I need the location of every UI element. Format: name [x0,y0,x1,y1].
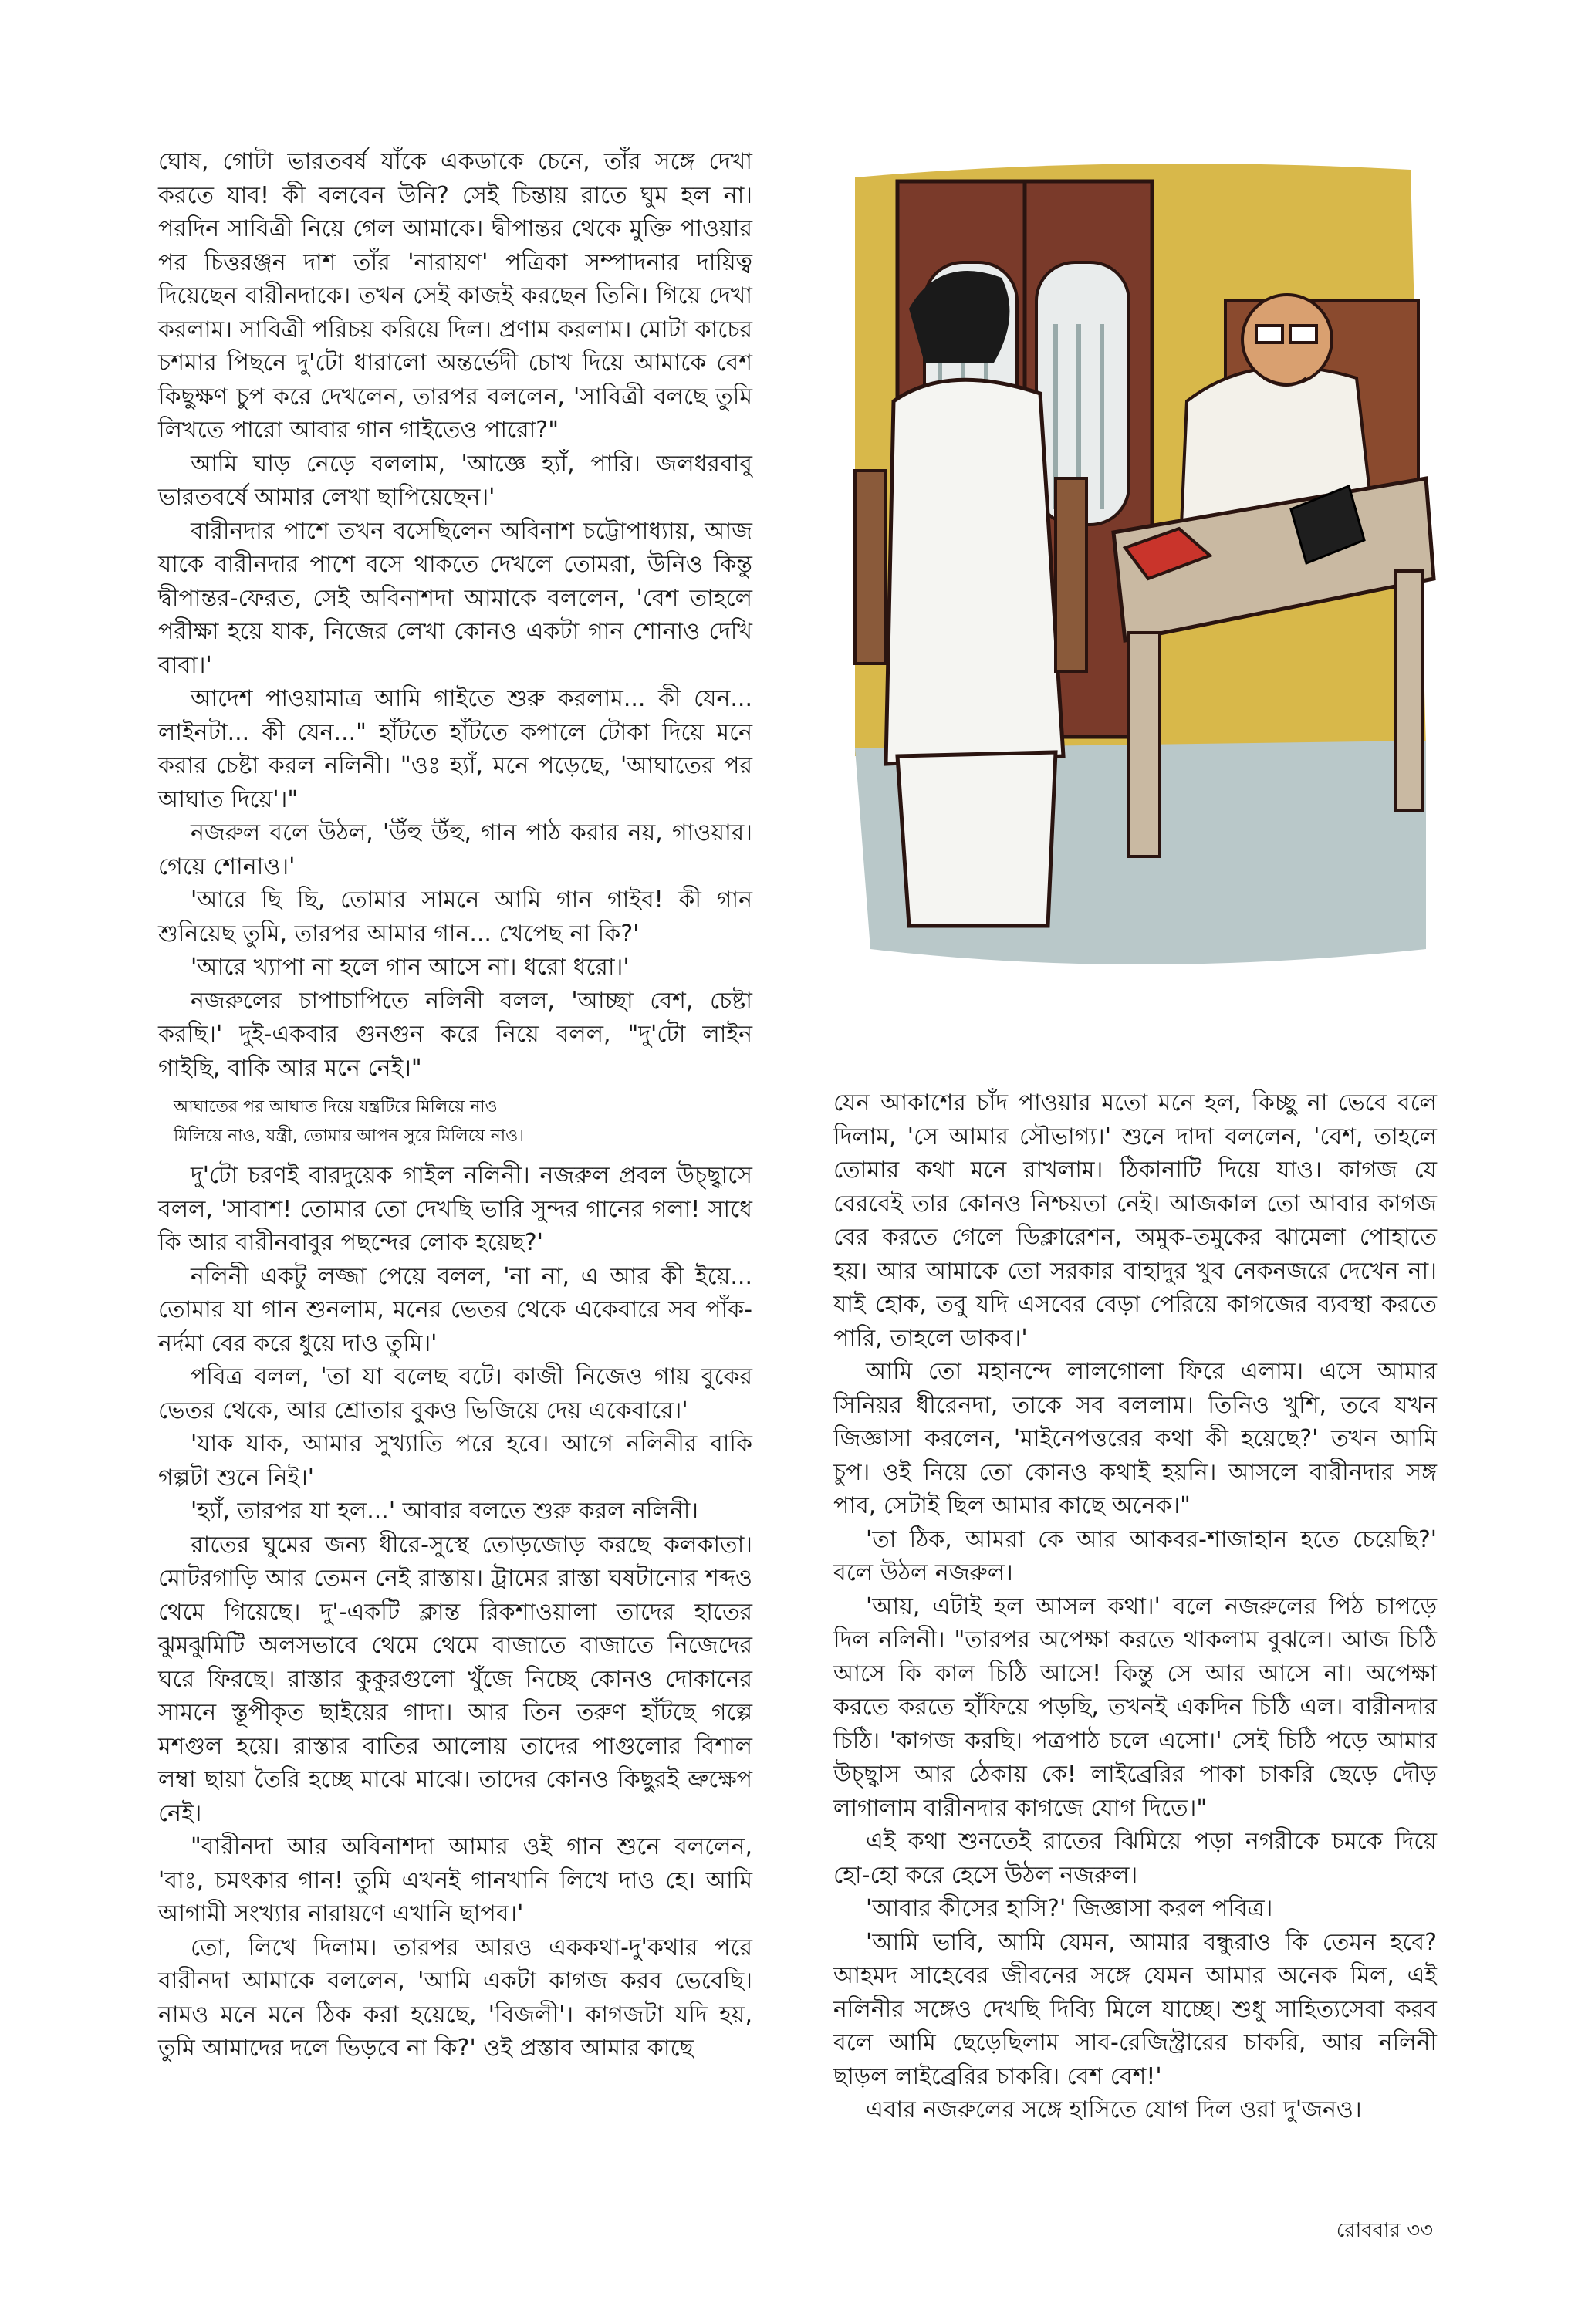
paragraph: নলিনী একটু লজ্জা পেয়ে বলল, 'না না, এ আর কী ইয়ে... তোমার যা গান শুনলাম, মনের ভেতর থেকে একেবারে সব পাঁক-নর্দমা বের করে ধুয়ে দাও তুমি।' [158,1262,752,1357]
paragraph: নজরুলের চাপাচাপিতে নলিনী বলল, 'আচ্ছা বেশ, চেষ্টা করছি।' দুই-একবার গুনগুন করে নিয়ে বলল, "দু'টো লাইন গাইছি, বাকি আর মনে নেই।" [158,987,752,1082]
paragraph: 'আবার কীসের হাসি?' জিজ্ঞাসা করল পবিত্র। [866,1895,1273,1922]
paragraph: "বারীনদা আর অবিনাশদা আমার ওই গান শুনে বললেন, 'বাঃ, চমৎকার গান! তুমি এখনই গানখানি লিখে দাও হে। আমি আগামী সংখ্যার নারায়ণে এখানি ছাপব।' [158,1833,752,1927]
paragraph: রাতের ঘুমের জন্য ধীরে-সুস্থে তোড়জোড় করছে কলকাতা। মোটরগাড়ি আর তেমন নেই রাস্তায়। ট্রামের রাস্তা ঘষটানোর শব্দও থেমে গিয়েছে। দু'-একটি ক্লান্ত রিকশাওয়ালা তাদের হাতের ঝুমঝুমিটি অলসভাবে থেমে থেমে বাজাতে বাজাতে নিজেদের ঘরে ফিরছে। রাস্তার কুকুরগুলো খুঁজে নিচ্ছে কোনও দোকানের সামনে স্তূপীকৃত ছাইয়ের গাদা। আর তিন তরুণ হাঁটছে গল্পে মশগুল হয়ে। রাস্তার বাতির আলোয় তাদের পাগুলোর বিশাল লম্বা ছায়া তৈরি হচ্ছে মাঝে মাঝে। তাদের কোনও কিছুরই ভ্রুক্ষেপ নেই। [158,1531,752,1827]
right-text-column [833,1086,1437,2127]
lyric-line: আঘাতের পর আঘাত দিয়ে যন্ত্রটিরে মিলিয়ে নাও [174,1097,498,1116]
paragraph: আদেশ পাওয়ামাত্র আমি গাইতে শুরু করলাম... কী যেন... লাইনটা... কী যেন..." হাঁটতে হাঁটতে কপালে টোকা দিয়ে মনে করার চেষ্টা করল নলিনী। "ওঃ হ্যাঁ, মনে পড়েছে, 'আঘাতের পর আঘাত দিয়ে'।" [158,685,752,813]
paragraph: 'তা ঠিক, আমরা কে আর আকবর-শাজাহান হতে চেয়েছি?' বলে উঠল নজরুল। [833,1525,1437,1586]
paragraph: 'আরে ছি ছি, তোমার সামনে আমি গান গাইব! কী গান শুনিয়েছ তুমি, তারপর আমার গান... খেপেছ না কি?' [158,887,752,948]
paragraph: আমি ঘাড় নেড়ে বললাম, 'আজ্ঞে হ্যাঁ, পারি। জলধরবাবু ভারতবর্ষে আমার লেখা ছাপিয়েছেন।' [158,450,752,511]
left-text-column [158,145,752,2066]
story-illustration [824,147,1437,988]
paragraph: 'হ্যাঁ, তারপর যা হল...' আবার বলতে শুরু করল নলিনী। [191,1498,699,1525]
paragraph: ঘোষ, গোটা ভারতবর্ষ যাঁকে একডাকে চেনে, তাঁর সঙ্গে দেখা করতে যাব! কী বলবেন উনি? সেই চিন্তায় রাতে ঘুম হল না। পরদিন সাবিত্রী নিয়ে গেল আমাকে। দ্বীপান্তর থেকে মুক্তি পাওয়ার পর চিত্তরঞ্জন দাশ তাঁর 'নারায়ণ' পত্রিকা সম্পাদনার দায়িত্ব দিয়েছেন বারীনদাকে। তখন সেই কাজই করছেন তিনি। গিয়ে দেখা করলাম। সাবিত্রী পরিচয় করিয়ে দিল। প্রণাম করলাম। মোটা কাচের চশমার পিছনে দু'টো ধারালো অন্তর্ভেদী চোখ দিয়ে আমাকে বেশ কিছুক্ষণ চুপ করে দেখলেন, তারপর বললেন, 'সাবিত্রী বলছে তুমি লিখতে পারো আবার গান গাইতেও পারো?" [158,148,752,444]
paragraph: 'আমি ভাবি, আমি যেমন, আমার বন্ধুরাও কি তেমন হবে? আহমদ সাহেবের জীবনের সঙ্গে যেমন আমার অনেক মিল, এই নলিনীর সঙ্গেও দেখছি দিব্যি মিলে যাচ্ছে। শুধু সাহিত্যসেবা করব বলে আমি ছেড়েছিলাম সাব-রেজিস্ট্রারের চাকরি, আর নলিনী ছাড়ল লাইব্রেরির চাকরি। বেশ বেশ!' [833,1928,1437,2090]
paragraph: 'যাক যাক, আমার সুখ্যাতি পরে হবে। আগে নলিনীর বাকি গল্পটা শুনে নিই।' [158,1431,752,1491]
paragraph: তো, লিখে দিলাম। তারপর আরও এককথা-দু'কথার পরে বারীনদা আমাকে বললেন, 'আমি একটা কাগজ করব ভেবেছি। নামও মনে মনে ঠিক করা হয়েছে, 'বিজলী'। কাগজটা যদি হয়, তুমি আমাদের দলে ভিড়বে না কি?' ওই প্রস্তাব আমার কাছে [158,1934,752,2062]
paragraph: এই কথা শুনতেই রাতের ঝিমিয়ে পড়া নগরীকে চমকে দিয়ে হো-হো করে হেসে উঠল নজরুল। [833,1828,1437,1889]
paragraph: নজরুল বলে উঠল, 'উঁহু উঁহু, গান পাঠ করার নয়, গাওয়ার। গেয়ে শোনাও।' [158,819,752,880]
paragraph: পবিত্র বলল, 'তা যা বলেছ বটে। কাজী নিজেও গায় বুকের ভেতর থেকে, আর শ্রোতার বুকও ভিজিয়ে দেয় একেবারে।' [158,1363,752,1424]
song-lyrics [174,1093,752,1151]
paragraph: যেন আকাশের চাঁদ পাওয়ার মতো মনে হল, কিচ্ছু না ভেবে বলে দিলাম, 'সে আমার সৌভাগ্য।' শুনে দাদা বললেন, 'বেশ, তাহলে তোমার কথা মনে রাখলাম। ঠিকানাটি দিয়ে যাও। কাগজ যে বেরবেই তার কোনও নিশ্চয়তা নেই। আজকাল তো আবার কাগজ বের করতে গেলে ডিক্লারেশন, অমুক-তমুকের ঝামেলা পোহাতে হয়। আর আমাকে তো সরকার বাহাদুর খুব নেকনজরে দেখেন না। যাই হোক, তবু যদি এসবের বেড়া পেরিয়ে কাগজের ব্যবস্থা করতে পারি, তাহলে ডাকব।' [833,1089,1438,1352]
paragraph: 'আয়, এটাই হল আসল কথা।' বলে নজরুলের পিঠ চাপড়ে দিল নলিনী। "তারপর অপেক্ষা করতে থাকলাম বুঝলে। আজ চিঠি আসে কি কাল চিঠি আসে! কিন্তু সে আর আসে না। অপেক্ষা করতে করতে হাঁফিয়ে পড়ছি, তখনই একদিন চিঠি এল। বারীনদার চিঠি। 'কাগজ করছি। পত্রপাঠ চলে এসো।' সেই চিঠি পড়ে আমার উচ্ছ্বাস আর ঠেকায় কে! লাইব্রেরির পাকা চাকরি ছেড়ে দৌড় লাগালাম বারীনদার কাগজে যোগ দিতে।" [833,1593,1437,1822]
paragraph: 'আরে খ্যাপা না হলে গান আসে না। ধরো ধরো।' [191,954,630,981]
page-footer: রোববার ৩৩ [1336,2219,1433,2242]
paragraph: দু'টো চরণই বারদুয়েক গাইল নলিনী। নজরুল প্রবল উচ্ছ্বাসে বলল, 'সাবাশ! তোমার তো দেখছি ভারি সুন্দর গানের গলা! সাধে কি আর বারীনবাবুর পছন্দের লোক হয়েছ?' [158,1162,752,1256]
paragraph: এবার নজরুলের সঙ্গে হাসিতে যোগ দিল ওরা দু'জনও। [866,2096,1362,2123]
paragraph: বারীনদার পাশে তখন বসেছিলেন অবিনাশ চট্টোপাধ্যায়, আজ যাকে বারীনদার পাশে বসে থাকতে দেখলে তোমরা, উনিও কিন্তু দ্বীপান্তর-ফেরত, সেই অবিনাশদা আমাকে বললেন, 'বেশ তাহলে পরীক্ষা হয়ে যাক, নিজের লেখা কোনও একটা গান শোনাও দেখি বাবা।' [158,517,752,679]
lyric-line: মিলিয়ে নাও, যন্ত্রী, তোমার আপন সুরে মিলিয়ে নাও। [174,1127,525,1146]
paragraph: আমি তো মহানন্দে লালগোলা ফিরে এলাম। এসে আমার সিনিয়র ধীরেনদা, তাকে সব বললাম। তিনিও খুশি, তবে যখন জিজ্ঞাসা করলেন, 'মাইনেপত্তরের কথা কী হয়েছে?' তখন আমি চুপ। ওই নিয়ে তো কোনও কথাই হয়নি। আসলে বারীনদার সঙ্গ পাব, সেটাই ছিল আমার কাছে অনেক।" [833,1358,1437,1519]
